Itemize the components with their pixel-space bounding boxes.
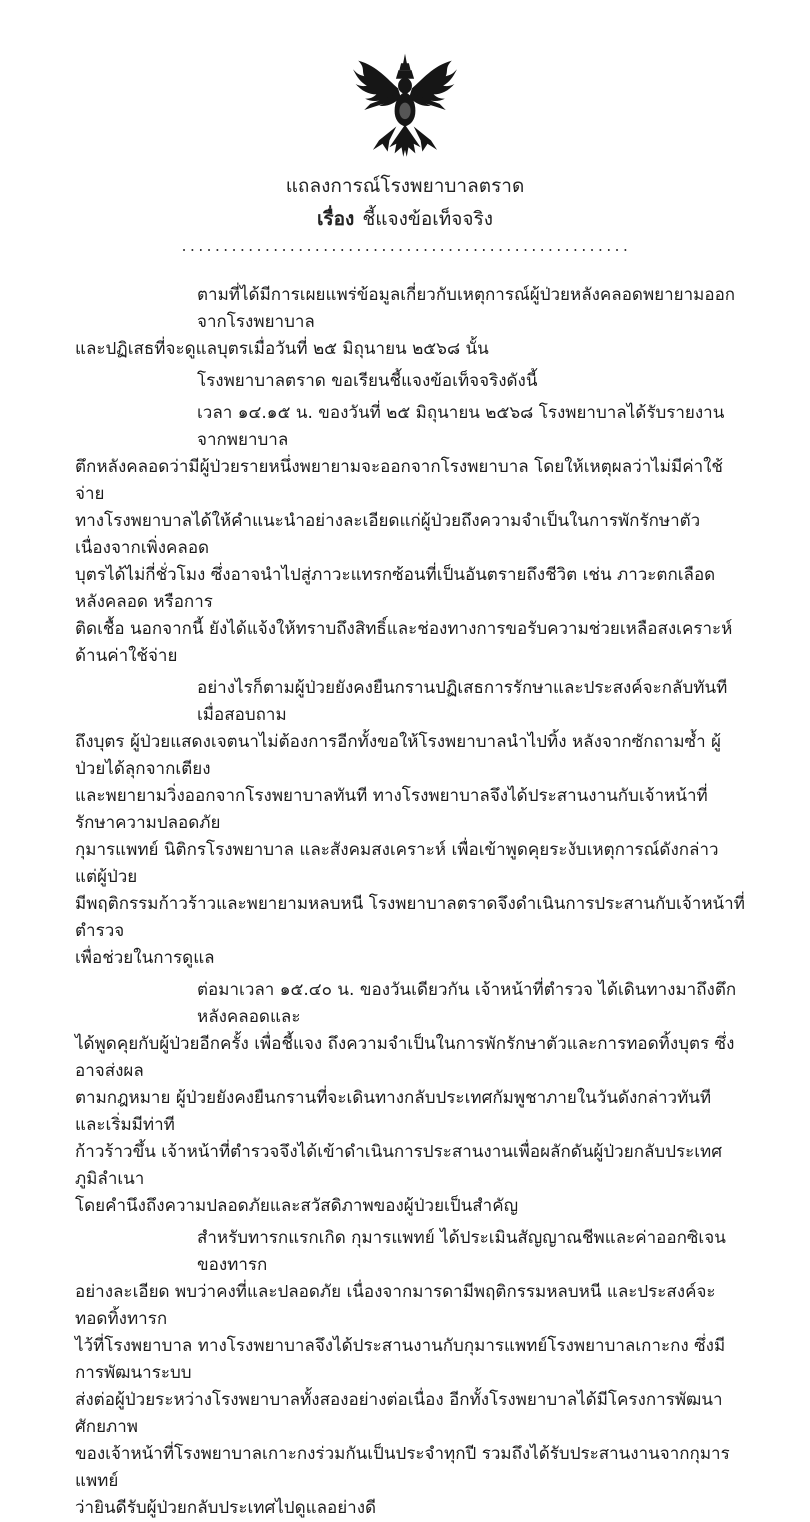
text-line: เพื่อช่วยในการดูแล (75, 948, 215, 968)
text-line: มีพฤติกรรมก้าวร้าวและพยายามหลบหนี โรงพยาบาลตราดจึงดำเนินการประสานกับเจ้าหน้าที่ตำรวจ (75, 894, 745, 941)
paragraph (75, 1225, 745, 1522)
text-line: ต่อมาเวลา ๑๕.๔๐ น. ของวันเดียวกัน เจ้าหน้าที่ตำรวจ ได้เดินทางมาถึงตึกหลังคลอดและ (197, 980, 737, 1027)
text-line: ติดเชื้อ นอกจากนี้ ยังได้แจ้งให้ทราบถึงสิทธิ์และช่องทางการขอรับความช่วยเหลือสงเคราะห์ด้านค่าใช้จ่าย (75, 619, 733, 666)
text-line: โรงพยาบาลตราด ขอเรียนชี้แจงข้อเท็จจริงดังนี้ (197, 371, 538, 391)
text-line: ว่ายินดีรับผู้ป่วยกลับประเทศไปดูแลอย่างดี (75, 1498, 377, 1518)
document-subject (0, 204, 810, 234)
text-line: ตามกฎหมาย ผู้ป่วยยังคงยืนกรานที่จะเดินทางกลับประเทศกัมพูชาภายในวันดังกล่าวทันที และเริ่มมีท่าที (75, 1088, 712, 1135)
text-line: กุมารแพทย์ นิติกรโรงพยาบาล และสังคมสงเคราะห์ เพื่อเข้าพูดคุยระงับเหตุการณ์ดังกล่าว แต่ผู้ป่วย (75, 840, 719, 887)
text-line: ส่งต่อผู้ป่วยระหว่างโรงพยาบาลทั้งสองอย่างต่อเนื่อง อีกทั้งโรงพยาบาลได้มีโครงการพัฒนาศักยภาพ (75, 1390, 723, 1437)
document-body (75, 282, 745, 1522)
text-line: เวลา ๑๔.๑๕ น. ของวันที่ ๒๕ มิถุนายน ๒๕๖๘ โรงพยาบาลได้รับรายงานจากพยาบาล (197, 403, 725, 450)
text-line: ตามที่ได้มีการเผยแพร่ข้อมูลเกี่ยวกับเหตุการณ์ผู้ป่วยหลังคลอดพยายามออกจากโรงพยาบาล (197, 285, 736, 332)
paragraph (75, 977, 745, 1220)
text-line: ทางโรงพยาบาลได้ให้คำแนะนำอย่างละเอียดแก่ผู้ป่วยถึงความจำเป็นในการพักรักษาตัว เนื่องจากเพิ่งคลอด (75, 511, 701, 558)
text-line: อย่างไรก็ตามผู้ป่วยยังคงยืนกรานปฏิเสธการรักษาและประสงค์จะกลับทันที เมื่อสอบถาม (197, 678, 728, 725)
subject-label: เรื่อง (316, 208, 355, 230)
garuda-emblem (353, 53, 457, 167)
text-line: ได้พูดคุยกับผู้ป่วยอีกครั้ง เพื่อชี้แจง ถึงความจำเป็นในการพักรักษาตัวและการทอดทิ้งบุตร ซึ่งอาจส่งผล (75, 1034, 735, 1081)
document-page (0, 53, 810, 1518)
paragraph (75, 282, 745, 363)
text-line: บุตรได้ไม่กี่ชั่วโมง ซึ่งอาจนำไปสู่ภาวะแทรกซ้อนที่เป็นอันตรายถึงชีวิต เช่น ภาวะตกเลือดหลังคลอด หรือการ (75, 565, 716, 612)
text-line: ของเจ้าหน้าที่โรงพยาบาลเกาะกงร่วมกันเป็นประจำทุกปี รวมถึงได้รับประสานงานจากกุมารแพทย์ (75, 1444, 730, 1491)
text-line: สำหรับทารกแรกเกิด กุมารแพทย์ ได้ประเมินสัญญาณชีพและค่าออกซิเจนของทารก (197, 1228, 726, 1275)
garuda-emblem-graphic (353, 53, 457, 167)
text-line: ตึกหลังคลอดว่ามีผู้ป่วยรายหนึ่งพยายามจะออกจากโรงพยาบาล โดยให้เหตุผลว่าไม่มีค่าใช้จ่าย (75, 457, 723, 504)
document-title: แถลงการณ์โรงพยาบาลตราด (285, 175, 525, 197)
subject-text: ชี้แจงข้อเท็จจริง (362, 208, 494, 230)
text-line: ถึงบุตร ผู้ป่วยแสดงเจตนาไม่ต้องการอีกทั้งขอให้โรงพยาบาลนำไปทิ้ง หลังจากซักถามซ้ำ ผู้ป่วยได้ลุกจากเตียง (75, 732, 721, 779)
text-line: และพยายามวิ่งออกจากโรงพยาบาลทันที ทางโรงพยาบาลจึงได้ประสานงานกับเจ้าหน้าที่รักษาความปลอดภัย (75, 786, 708, 833)
text-line: ก้าวร้าวขึ้น เจ้าหน้าที่ตำรวจจึงได้เข้าดำเนินการประสานงานเพื่อผลักดันผู้ป่วยกลับประเทศภูมิลำเนา (75, 1142, 723, 1189)
paragraph (75, 675, 745, 972)
text-line: โดยคำนึงถึงความปลอดภัยและสวัสดิภาพของผู้ป่วยเป็นสำคัญ (75, 1196, 519, 1216)
divider-dots: ...................................................... (180, 240, 630, 255)
paragraph (75, 368, 745, 395)
text-line: อย่างละเอียด พบว่าคงที่และปลอดภัย เนื่องจากมารดามีพฤติกรรมหลบหนี และประสงค์จะทอดทิ้งทารก (75, 1282, 716, 1329)
text-line: ไว้ที่โรงพยาบาล ทางโรงพยาบาลจึงได้ประสานงานกับกุมารแพทย์โรงพยาบาลเกาะกง ซึ่งมีการพัฒนาระบบ (75, 1336, 726, 1383)
text-line: และปฏิเสธที่จะดูแลบุตรเมื่อวันที่ ๒๕ มิถุนายน ๒๕๖๘ นั้น (75, 339, 489, 359)
paragraph (75, 400, 745, 670)
